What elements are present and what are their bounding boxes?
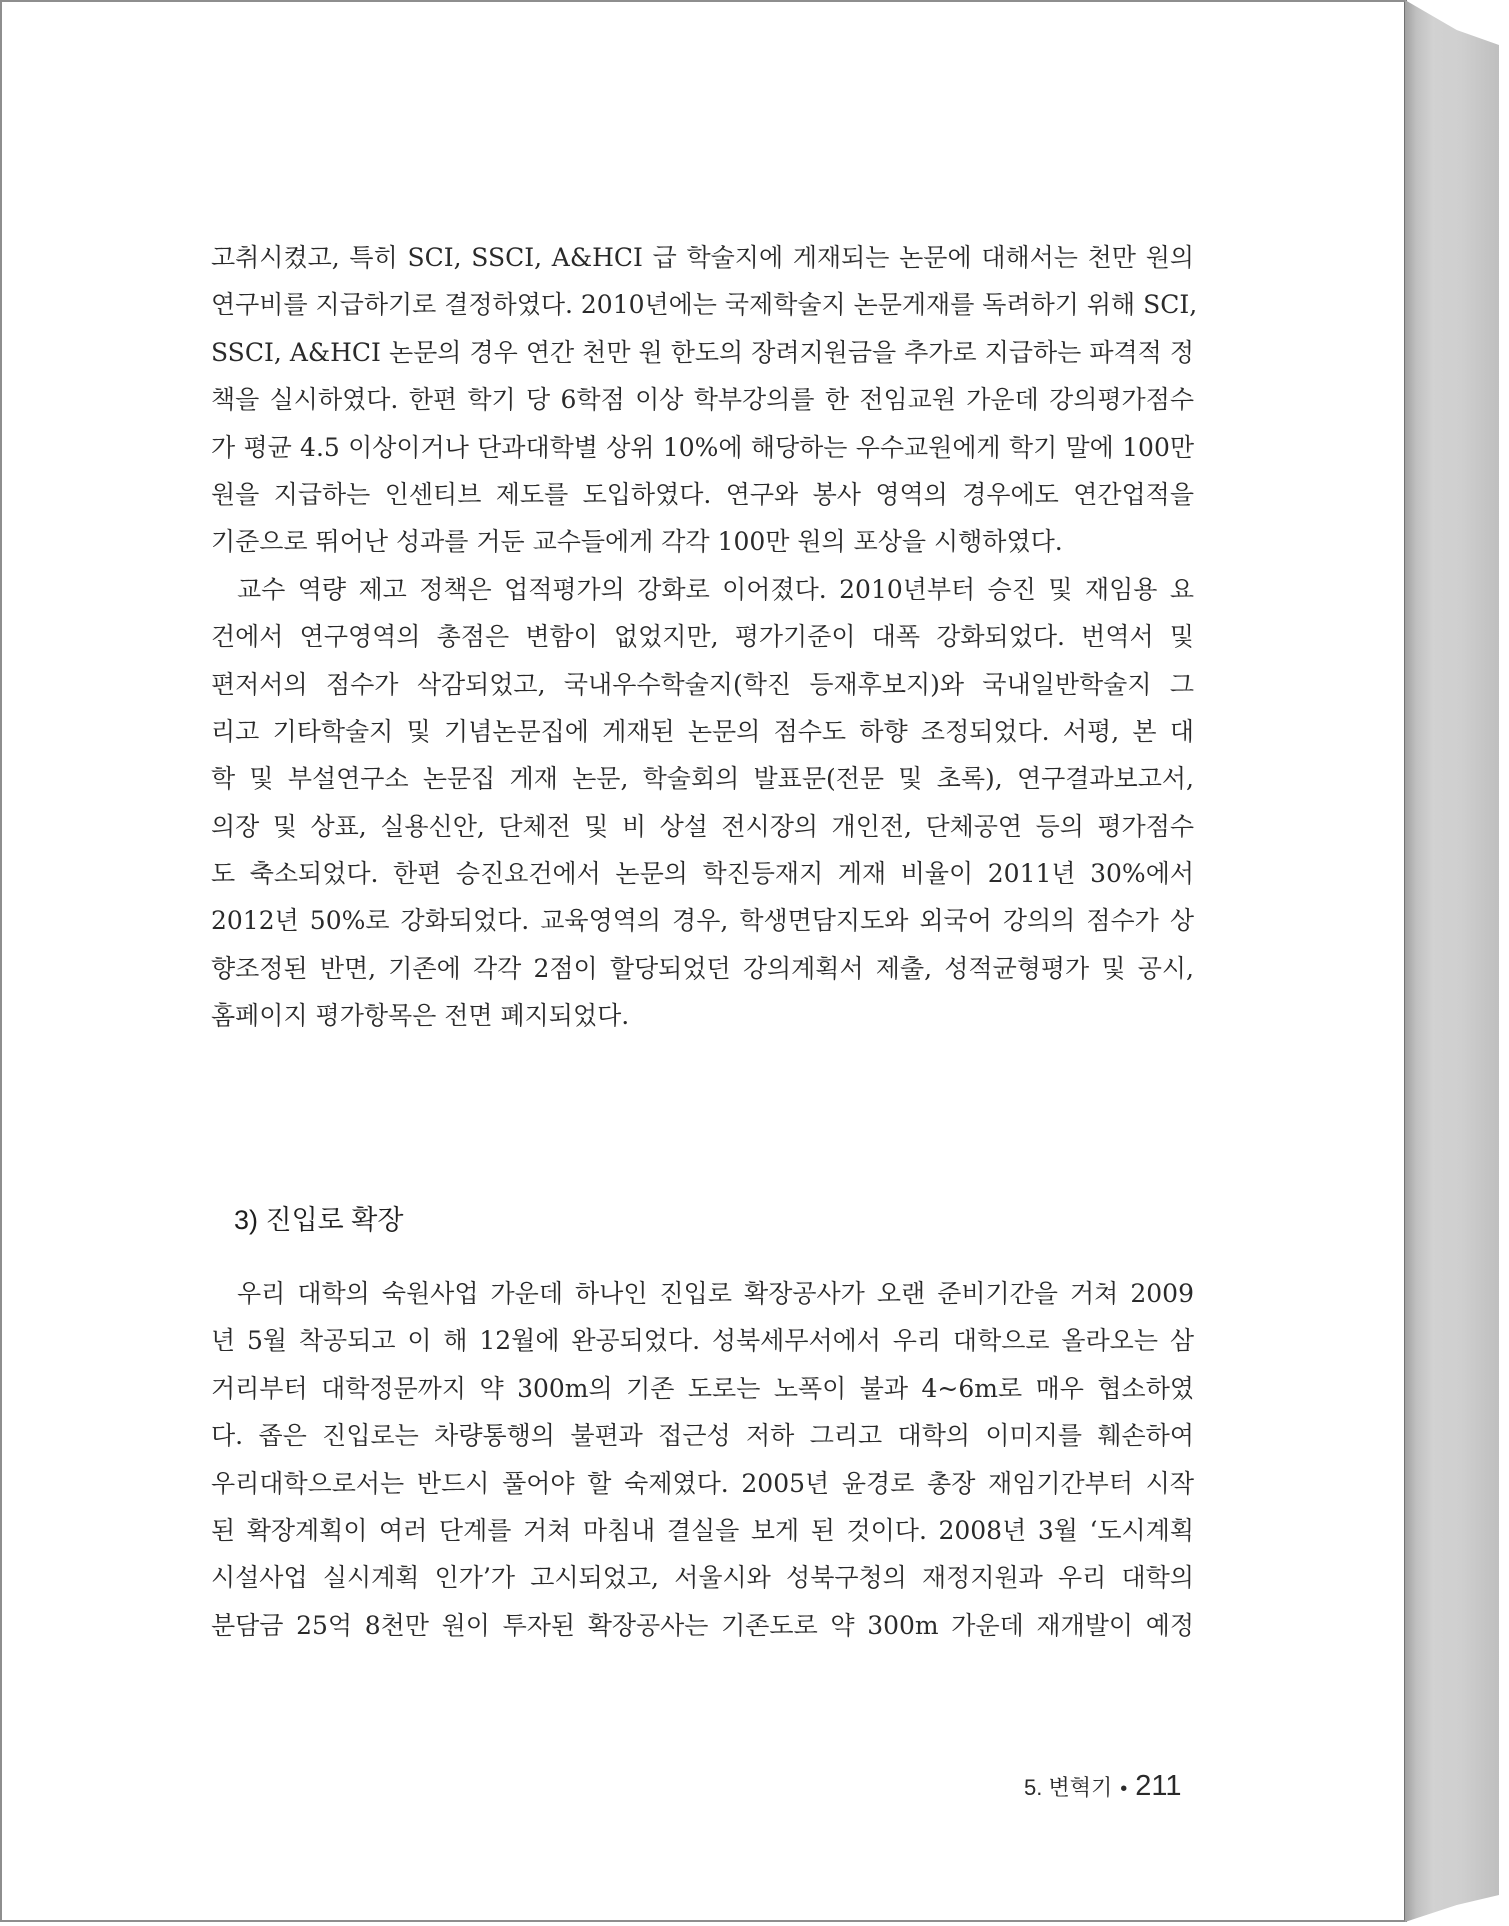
text-line: 우리대학으로서는 반드시 풀어야 할 숙제였다. 2005년 윤경로 총장 재임기간부터 시작: [211, 1468, 1194, 1498]
text-line: 원을 지급하는 인센티브 제도를 도입하였다. 연구와 봉사 영역의 경우에도 연간업적을: [211, 479, 1194, 509]
text-line: 기준으로 뛰어난 성과를 거둔 교수들에게 각각 100만 원의 포상을 시행하였다.: [211, 527, 1063, 557]
text-line: 시설사업 실시계획 인가’가 고시되었고, 서울시와 성북구청의 재정지원과 우리 대학의: [211, 1563, 1194, 1593]
text-line: 거리부터 대학정문까지 약 300m의 기존 도로는 노폭이 불과 4~6m로 매우 협소하였: [211, 1373, 1194, 1403]
body-text-lower: [211, 1270, 1194, 1649]
text-line: 건에서 연구영역의 총점은 변함이 없었지만, 평가기준이 대폭 강화되었다. 번역서 및: [211, 622, 1194, 652]
text-line: 학 및 부설연구소 논문집 게재 논문, 학술회의 발표문(전문 및 초록), 연구결과보고서,: [211, 764, 1194, 794]
running-footer-chapter: 5. 변혁기: [1024, 1775, 1113, 1800]
book-page-edge-shadow: [1405, 0, 1499, 1922]
page-footer: [1024, 1768, 1181, 1809]
text-line: 향조정된 반면, 기존에 각각 2점이 할당되었던 강의계획서 제출, 성적균형평가 및 공시,: [211, 953, 1194, 983]
text-line: 가 평균 4.5 이상이거나 단과대학별 상위 10%에 해당하는 우수교원에게 학기 말에 100만: [211, 432, 1194, 462]
text-line: 된 확장계획이 여러 단계를 거쳐 마침내 결실을 보게 된 것이다. 2008년 3월 ‘도시계획: [211, 1515, 1194, 1545]
text-line: 년 5월 착공되고 이 해 12월에 완공되었다. 성북세무서에서 우리 대학으로 올라오는 삼: [211, 1326, 1194, 1356]
text-line: 고취시켰고, 특히 SCI, SSCI, A&HCI 급 학술지에 게재되는 논문에 대해서는 천만 원의: [211, 243, 1194, 272]
text-line: 연구비를 지급하기로 결정하였다. 2010년에는 국제학술지 논문게재를 독려하기 위해 SCI,: [211, 290, 1198, 320]
section-heading: 3) 진입로 확장: [234, 1205, 404, 1235]
text-line: 리고 기타학술지 및 기념논문집에 게재된 논문의 점수도 하향 조정되었다. 서평, 본 대: [211, 716, 1194, 746]
text-line: 2012년 50%로 강화되었다. 교육영역의 경우, 학생면담지도와 외국어 강의의 점수가 상: [211, 906, 1194, 936]
text-line: 의장 및 상표, 실용신안, 단체전 및 비 상설 전시장의 개인전, 단체공연 등의 평가점수: [211, 811, 1194, 841]
footer-bullet: •: [1120, 1778, 1128, 1800]
text-line: 홈페이지 평가항목은 전면 폐지되었다.: [211, 1001, 630, 1031]
paragraph: [211, 234, 1198, 566]
text-line: 편저서의 점수가 삭감되었고, 국내우수학술지(학진 등재후보지)와 국내일반학술지 그: [211, 669, 1194, 699]
text-line: 교수 역량 제고 정책은 업적평가의 강화로 이어졌다. 2010년부터 승진 및 재임용 요: [237, 574, 1194, 604]
text-line: SSCI, A&HCI 논문의 경우 연간 천만 원 한도의 장려지원금을 추가로 지급하는 파격적 정: [211, 337, 1194, 367]
text-line: 책을 실시하였다. 한편 학기 당 6학점 이상 학부강의를 한 전임교원 가운데 강의평가점수: [211, 385, 1194, 415]
page-number: 211: [1135, 1770, 1182, 1802]
text-line: 분담금 25억 8천만 원이 투자된 확장공사는 기존도로 약 300m 가운데 재개발이 예정: [211, 1610, 1194, 1640]
paragraph: [211, 566, 1194, 1040]
body-text-upper: [211, 234, 1198, 1040]
text-line: 우리 대학의 숙원사업 가운데 하나인 진입로 확장공사가 오랜 준비기간을 거쳐 2009: [237, 1279, 1194, 1308]
paragraph: [211, 1270, 1194, 1649]
text-line: 도 축소되었다. 한편 승진요건에서 논문의 학진등재지 게재 비율이 2011년 30%에서: [211, 859, 1194, 889]
text-line: 다. 좁은 진입로는 차량통행의 불편과 접근성 저하 그리고 대학의 이미지를 훼손하여: [211, 1421, 1194, 1451]
